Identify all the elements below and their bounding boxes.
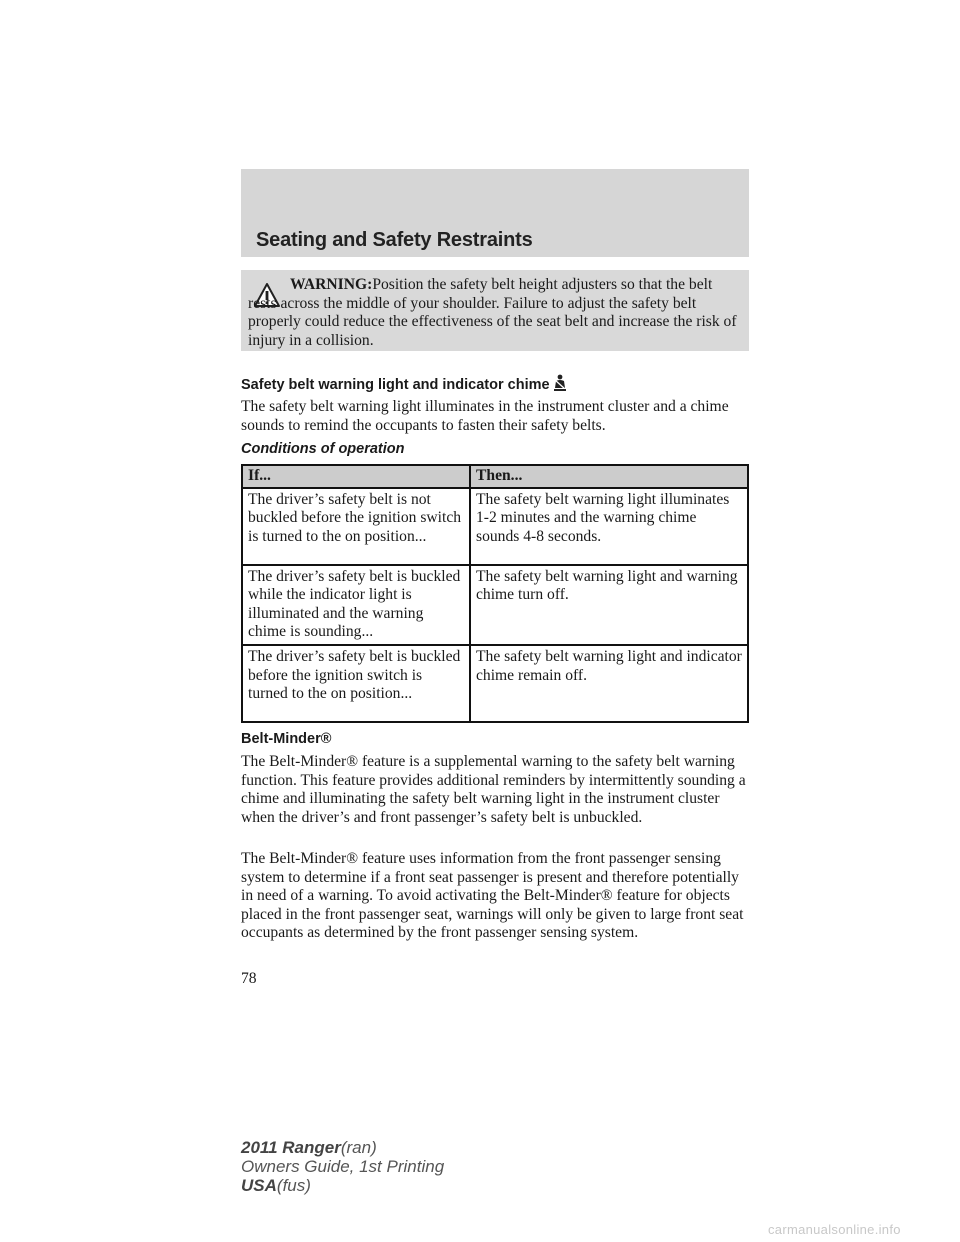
table-row bbox=[242, 565, 748, 645]
table-cell-if: The driver’s safety belt is buckled while the indicator light is illuminated and the warning chime is sounding... bbox=[242, 565, 470, 645]
document-footer bbox=[241, 1138, 444, 1195]
column-header-then: Then... bbox=[470, 465, 748, 488]
table-cell-if: The driver’s safety belt is not buckled before the ignition switch is turned to the on position... bbox=[242, 488, 470, 565]
table-cell-then: The safety belt warning light and indicator chime remain off. bbox=[470, 645, 748, 722]
table-cell-if: The driver’s safety belt is buckled before the ignition switch is turned to the on position... bbox=[242, 645, 470, 722]
footer-model-code: (ran) bbox=[340, 1138, 377, 1157]
conditions-table bbox=[241, 464, 749, 723]
table-header-row bbox=[242, 465, 748, 488]
beltminder-heading: Belt-Minder® bbox=[241, 731, 332, 747]
footer-line-1 bbox=[241, 1138, 444, 1157]
beltminder-paragraph-2: The Belt-Minder® feature uses information from the front passenger sensing system to determine if a front seat passenger is present and therefore potentially in need of a warning. To avoid activating the Belt-Minder® feature for objects placed in the front passenger seat, warnings will only be given to large front seat occupants as determined by the front passenger sensing system. bbox=[241, 850, 744, 941]
warning-body: Position the safety belt height adjusters so that the belt rests across the middle of your shoulder. Failure to adjust the safety belt properly could reduce the effectiveness of the seat belt and increase the risk of injury in a collision. bbox=[248, 276, 737, 349]
page-number: 78 bbox=[241, 970, 257, 987]
seatbelt-icon bbox=[552, 374, 568, 392]
table-row bbox=[242, 645, 748, 722]
table-row bbox=[242, 488, 748, 565]
warning-text bbox=[248, 276, 744, 350]
footer-line-3 bbox=[241, 1176, 444, 1195]
heading-text: Safety belt warning light and indicator chime bbox=[241, 377, 550, 393]
footer-model: 2011 Ranger bbox=[241, 1138, 341, 1157]
warning-light-description: The safety belt warning light illuminates in the instrument cluster and a chime sounds to remind the occupants to fasten their safety belts. bbox=[241, 398, 729, 434]
conditions-heading: Conditions of operation bbox=[241, 441, 405, 457]
section-heading-warning-light bbox=[241, 374, 568, 393]
warning-label: WARNING: bbox=[290, 276, 373, 293]
beltminder-paragraph-1: The Belt-Minder® feature is a supplemental warning to the safety belt warning function. This feature provides additional reminders by intermittently sounding a chime and illuminating the safety belt warning light in the instrument cluster when the driver’s and front passenger’s safety belt is unbuckled. bbox=[241, 753, 746, 826]
page-section-title: Seating and Safety Restraints bbox=[256, 229, 533, 251]
footer-market-code: (fus) bbox=[276, 1176, 311, 1195]
watermark: carmanualsonline.info bbox=[768, 1222, 901, 1237]
table-cell-then: The safety belt warning light illuminates 1-2 minutes and the warning chime sounds 4-8 seconds. bbox=[470, 488, 748, 565]
footer-line-2: Owners Guide, 1st Printing bbox=[241, 1157, 445, 1176]
table-cell-then: The safety belt warning light and warning chime turn off. bbox=[470, 565, 748, 645]
footer-market: USA bbox=[241, 1176, 277, 1195]
column-header-if: If... bbox=[242, 465, 470, 488]
